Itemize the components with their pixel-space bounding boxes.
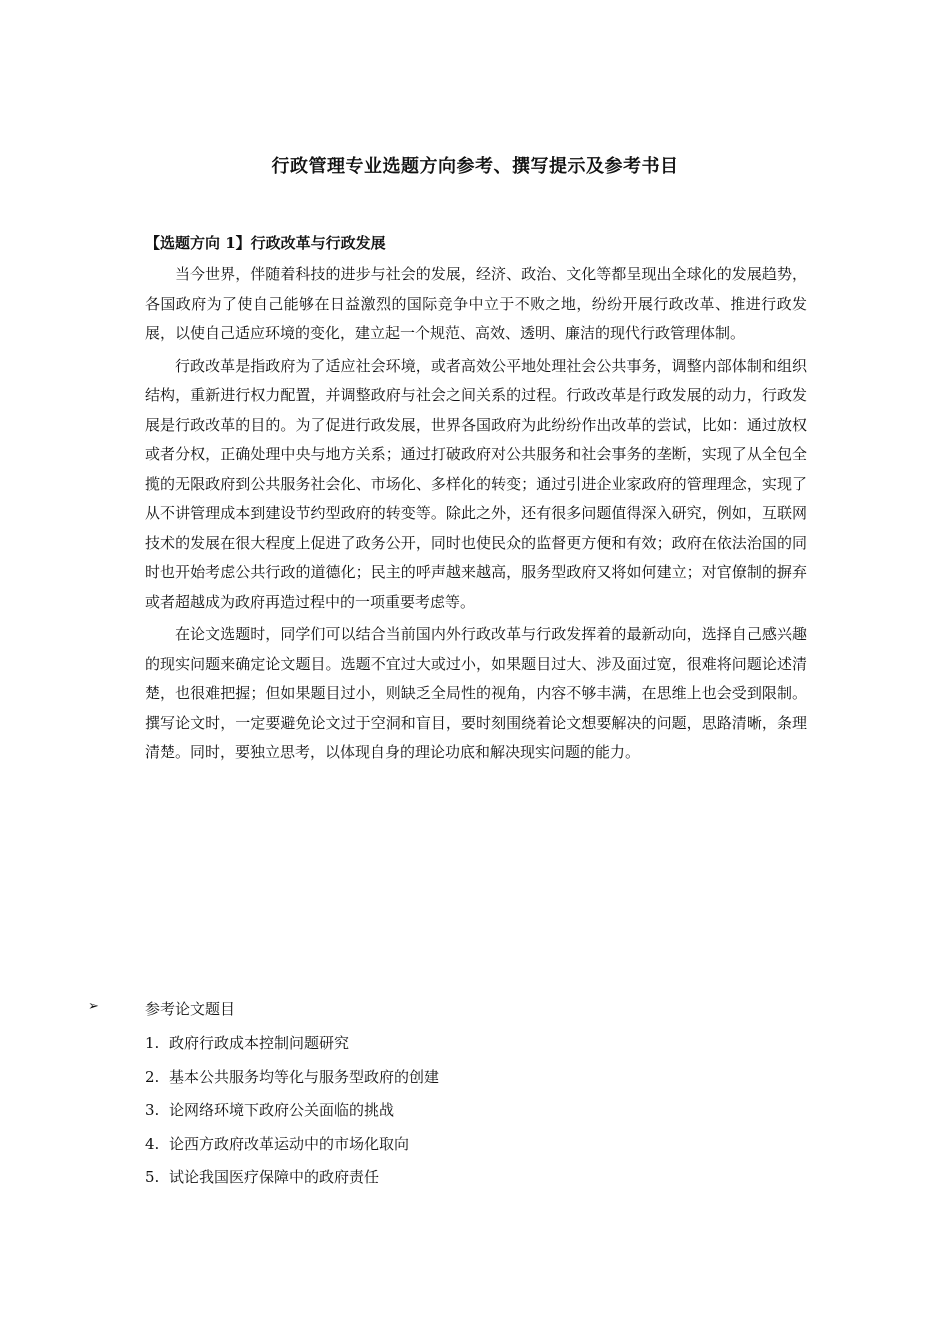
item-number: 2. <box>145 1067 160 1086</box>
paragraph: 在论文选题时，同学们可以结合当前国内外行政改革与行政发挥着的最新动向，选择自己感兴趣的现实问题来确定论文题目。选题不宜过大或过小，如果题目过大、涉及面过宽，很难将问题论述清楚，也很难把握；但如果题目过小，则缺乏全局性的视角，内容不够丰满，在思维上也会受到限制。撰写论文时，一定要避免论文过于空洞和盲目，要时刻围绕着论文想要解决的问题，思路清晰，条理清楚。同时，要独立思考，以体现自身的理论功底和解决现实问题的能力。 <box>145 625 807 761</box>
arrowhead-bullet-icon: ➢ <box>88 999 99 1014</box>
item-text: 政府行政成本控制问题研究 <box>169 1034 350 1052</box>
body-text <box>145 260 807 771</box>
item-number: 5. <box>145 1168 160 1186</box>
list-item <box>145 1066 439 1100</box>
item-number: 1. <box>145 1034 160 1052</box>
reference-topics-list <box>145 1032 439 1200</box>
item-text: 基本公共服务均等化与服务型政府的创建 <box>169 1067 440 1086</box>
list-item <box>145 1133 439 1167</box>
reference-topics-header <box>88 998 788 1024</box>
list-item <box>145 1166 439 1200</box>
list-item <box>145 1099 439 1133</box>
section-heading: 【选题方向 1】行政改革与行政发展 <box>145 234 386 252</box>
paragraph: 当今世界，伴随着科技的进步与社会的发展，经济、政治、文化等都呈现出全球化的发展趋势，各国政府为了使自己能够在日益激烈的国际竞争中立于不败之地，纷纷开展行政改革、推进行政发展，以使自己适应环境的变化，建立起一个规范、高效、透明、廉洁的现代行政管理体制。 <box>145 265 807 342</box>
item-text: 论网络环境下政府公关面临的挑战 <box>169 1101 395 1119</box>
item-number: 4. <box>145 1134 160 1153</box>
item-number: 3. <box>145 1101 160 1119</box>
paragraph: 行政改革是指政府为了适应社会环境，或者高效公平地处理社会公共事务，调整内部体制和组织结构，重新进行权力配置，并调整政府与社会之间关系的过程。行政改革是行政发展的动力，行政发展是行政改革的目的。为了促进行政发展，世界各国政府为此纷纷作出改革的尝试，比如：通过放权或者分权，正确处理中央与地方关系；通过打破政府对公共服务和社会事务的垄断，实现了从全包全揽的无限政府到公共服务社会化、市场化、多样化的转变；通过引进企业家政府的管理理念，实现了从不讲管理成本到建设节约型政府的转变等。除此之外，还有很多问题值得深入研究，例如，互联网技术的发展在很大程度上促进了政务公开，同时也使民众的监督更方便和有效；政府在依法治国的同时也开始考虑公共行政的道德化；民主的呼声越来越高，服务型政府又将如何建立；对官僚制的摒弃或者超越成为政府再造过程中的一项重要考虑等。 <box>145 356 807 611</box>
document-title: 行政管理专业选题方向参考、撰写提示及参考书目 <box>271 156 679 177</box>
item-text: 论西方政府改革运动中的市场化取向 <box>169 1134 410 1153</box>
reference-topics-label: 参考论文题目 <box>145 1000 236 1018</box>
item-text: 试论我国医疗保障中的政府责任 <box>169 1168 380 1186</box>
list-item <box>145 1032 439 1066</box>
